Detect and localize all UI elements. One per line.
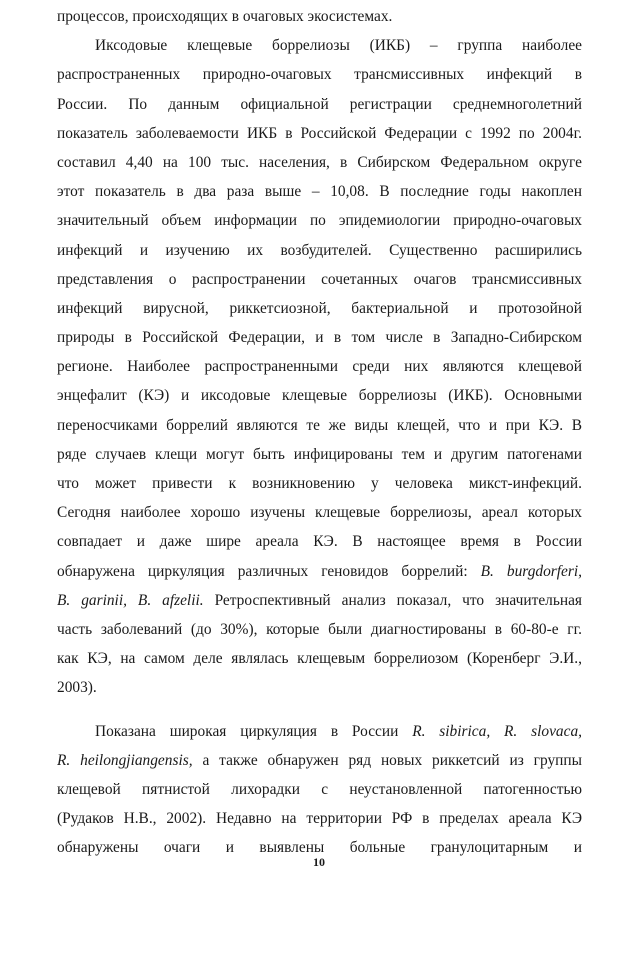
text-line: распространенных природно-очаговых трансмиссивных инфекций в [57,66,582,84]
text-line [57,746,582,775]
text-segment: Показана широкая циркуляция в России [95,722,399,740]
paragraph-2 [57,717,582,863]
text-line: энцефалит (КЭ) и иксодовые клещевые боррелиозы (ИКБ). Основными [57,387,582,405]
paragraph-gap [57,703,582,717]
text-line: (Рудаков Н.В., 2002). Недавно на территории РФ в пределах ареала КЭ [57,810,582,828]
text-line: регионе. Наиболее распространенными среди них являются клещевой [57,358,582,376]
text-line: инфекций и изучению их возбудителей. Существенно расширились [57,241,582,259]
text-line: совпадает и даже шире ареала КЭ. В настоящее время в России [57,533,582,551]
text-line: Иксодовые клещевые боррелиозы (ИКБ) – группа наиболее [95,37,582,55]
paragraph-1 [57,31,582,702]
text-line: значительный объем информации по эпидемиологии природно-очаговых [57,212,582,230]
text-segment: а также обнаружен ряд новых риккетсий из группы [202,751,582,769]
text-line: России. По данным официальной регистрации среднемноголетний [57,95,582,113]
text-segment: Ретроспективный анализ показал, что значительная [214,591,582,609]
text-line: обнаружены очаги и выявлены больные гранулоцитарным и [57,839,582,857]
species-name: R. heilongjiangensis, [57,751,193,769]
text-line: переносчиками боррелий являются те же виды клещей, что и при КЭ. В [57,416,582,434]
species-name: B. garinii, B. afzelii. [57,591,204,609]
species-name: B. burgdorferi, [480,562,582,580]
text-line [57,717,582,746]
document-page [57,2,582,862]
text-line: инфекций вирусной, риккетсиозной, бактериальной и протозойной [57,299,582,317]
text-line [57,586,582,615]
text-line: Сегодня наиболее хорошо изучены клещевые боррелиозы, ареал которых [57,504,582,522]
page-number: 10 [313,855,325,869]
text-line: этот показатель в два раза выше – 10,08. В последние годы накоплен [57,183,582,201]
text-line [57,557,582,586]
text-line: ряде случаев клещи могут быть инфицированы тем и другим патогенами [57,445,582,463]
text-line: что может привести к возникновению у человека микст-инфекций. [57,475,582,492]
species-name: R. sibirica, R. slovaca, [412,722,582,740]
text-line: как КЭ, на самом деле являлась клещевым боррелиозом (Коренберг Э.И., [57,650,582,668]
text-line: часть заболеваний (до 30%), которые были диагностированы в 60-80-е гг. [57,620,582,638]
carryover-line: процессов, происходящих в очаговых экосистемах. [57,8,393,25]
text-line: природы в Российской Федерации, и в том числе в Западно-Сибирском [57,329,582,347]
text-line: составил 4,40 на 100 тыс. населения, в Сибирском Федеральном округе [57,153,582,171]
text-segment: обнаружена циркуляция различных геновидов боррелий: [57,562,468,580]
text-line: представления о распространении сочетанных очагов трансмиссивных [57,270,582,288]
text-line: 2003). [57,679,97,697]
text-line: показатель заболеваемости ИКБ в Российской Федерации с 1992 по 2004г. [57,124,582,142]
text-line: клещевой пятнистой лихорадки с неустановленной патогенностью [57,780,582,798]
